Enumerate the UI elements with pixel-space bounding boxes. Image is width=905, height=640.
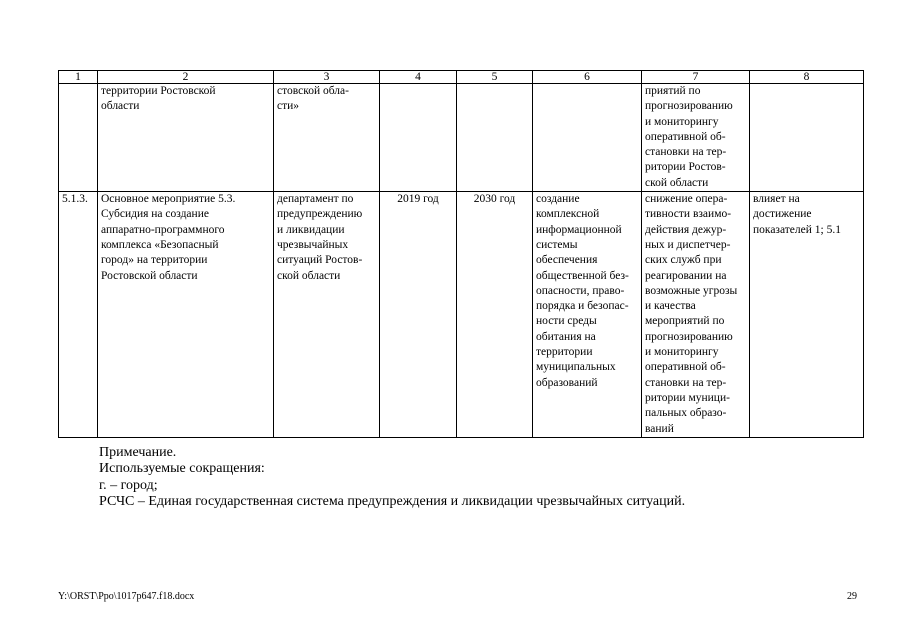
- cell-text-line: комплекса «Безопасный: [101, 238, 219, 251]
- cell-text-line: оперативной об-: [645, 361, 726, 374]
- table-row-continuation: [59, 84, 864, 192]
- cell-text-line: становки на тер-: [645, 146, 727, 159]
- header-cell: 2: [98, 71, 274, 84]
- footer-file-path: Y:\ORST\Ppo\1017p647.f18.docx: [58, 591, 195, 602]
- cell-text-line: пальных образо-: [645, 407, 727, 420]
- cell-text-line: обеспечения: [536, 254, 598, 267]
- cell-end: 2030 год: [457, 192, 533, 438]
- cell-consequences: [642, 192, 750, 438]
- cell-measure: [98, 192, 274, 438]
- cell-text-line: становки на тер-: [645, 376, 727, 389]
- cell-text-line: чрезвычайных: [277, 238, 349, 251]
- cell-text-line: Субсидия на создание: [101, 208, 209, 221]
- cell-measure: [98, 84, 274, 192]
- abbreviation-item: РСЧС – Единая государственная система предупреждения и ликвидации чрезвычайных ситуаций.: [99, 494, 686, 510]
- cell-text-line: и мониторингу: [645, 115, 719, 128]
- cell-text-line: приятий по: [645, 85, 701, 97]
- cell-text-line: стовской обла-: [277, 85, 349, 97]
- cell-text-line: системы: [536, 238, 578, 251]
- cell-text-line: снижение опера-: [645, 193, 728, 206]
- header-cell: 7: [642, 71, 750, 84]
- header-cell: 1: [59, 71, 98, 84]
- cell-text-line: показателей 1; 5.1: [753, 223, 841, 236]
- header-cell: 6: [533, 71, 642, 84]
- cell-executor: [274, 192, 380, 438]
- cell-text-line: оперативной об-: [645, 130, 726, 143]
- cell-text-line: тивности взаимо-: [645, 208, 732, 221]
- cell-text-line: комплексной: [536, 208, 600, 221]
- note-block: [99, 445, 685, 511]
- abbreviations-heading: Используемые сокращения:: [99, 461, 265, 477]
- cell-number: 5.1.3.: [59, 192, 98, 438]
- cell-text-line: департамент по: [277, 193, 354, 206]
- page-number: 29: [847, 591, 857, 602]
- cell-text-line: реагировании на: [645, 269, 727, 282]
- cell-text-line: создание: [536, 193, 580, 206]
- cell-text-line: ской области: [645, 176, 709, 189]
- cell-text-line: образований: [536, 376, 598, 389]
- cell-text-line: прогнозированию: [645, 330, 733, 343]
- cell-start: [380, 84, 457, 192]
- cell-text-line: ваний: [645, 422, 674, 435]
- cell-text-line: и мониторингу: [645, 346, 719, 359]
- cell-text-line: ности среды: [536, 315, 597, 328]
- header-cell: 3: [274, 71, 380, 84]
- cell-text-line: предупреждению: [277, 208, 363, 221]
- cell-executor: [274, 84, 380, 192]
- cell-text-line: ритории муници-: [645, 391, 730, 404]
- cell-result: [533, 84, 642, 192]
- cell-text-line: и ликвидации: [277, 223, 345, 236]
- cell-text-line: порядка и безопас-: [536, 300, 629, 313]
- note-title: Примечание.: [99, 445, 177, 460]
- cell-consequences: [642, 84, 750, 192]
- cell-text-line: общественной без-: [536, 269, 629, 282]
- cell-text-line: город» на территории: [101, 254, 208, 267]
- cell-text-line: территории: [536, 346, 593, 359]
- cell-text-line: действия дежур-: [645, 223, 727, 236]
- cell-text-line: муниципальных: [536, 361, 616, 374]
- table-header-row: [59, 71, 864, 84]
- cell-text-line: достижение: [753, 208, 812, 221]
- table-row-5-1-3: [59, 192, 864, 438]
- cell-text-line: и качества: [645, 300, 696, 313]
- cell-number: [59, 84, 98, 192]
- cell-text-line: влияет на: [753, 193, 800, 206]
- cell-text-line: прогнозированию: [645, 100, 733, 113]
- measures-table: [58, 70, 864, 438]
- cell-text-line: ских служб при: [645, 254, 722, 267]
- cell-text-line: ситуаций Ростов-: [277, 254, 363, 267]
- cell-text-line: информационной: [536, 223, 622, 236]
- cell-text-line: обитания на: [536, 330, 596, 343]
- cell-indicators: [750, 84, 864, 192]
- cell-text-line: аппаратно-программного: [101, 223, 225, 236]
- cell-text-line: Ростовской области: [101, 269, 198, 282]
- cell-text-line: территории Ростовской: [101, 85, 216, 97]
- abbreviation-item: г. – город;: [99, 477, 158, 493]
- cell-text-line: ритории Ростов-: [645, 161, 726, 174]
- cell-text-line: сти»: [277, 100, 300, 113]
- header-cell: 5: [457, 71, 533, 84]
- cell-text-line: мероприятий по: [645, 315, 725, 328]
- header-cell: 8: [750, 71, 864, 84]
- cell-result: [533, 192, 642, 438]
- cell-text-line: опасности, право-: [536, 284, 625, 297]
- cell-text-line: возможные угрозы: [645, 284, 738, 297]
- cell-end: [457, 84, 533, 192]
- cell-text-line: ных и диспетчер-: [645, 238, 731, 251]
- cell-text-line: ской области: [277, 269, 341, 282]
- cell-start: 2019 год: [380, 192, 457, 438]
- cell-text-line: Основное мероприятие 5.3.: [101, 193, 236, 206]
- header-cell: 4: [380, 71, 457, 84]
- cell-indicators: [750, 192, 864, 438]
- cell-text-line: области: [101, 100, 140, 113]
